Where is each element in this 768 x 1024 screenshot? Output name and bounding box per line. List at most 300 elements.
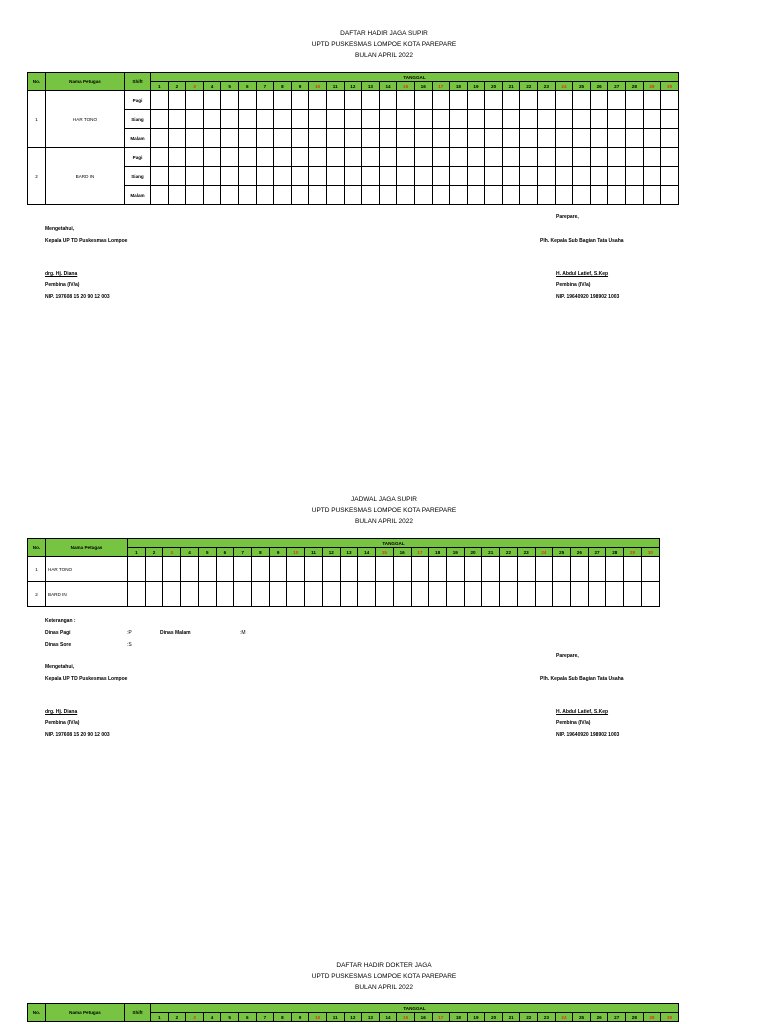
attendance-table-dokter bbox=[27, 1003, 679, 1022]
day-cell bbox=[362, 167, 380, 186]
day-cell bbox=[573, 91, 591, 110]
day-cell bbox=[414, 186, 432, 205]
day-number: 11 bbox=[326, 1013, 344, 1022]
day-cell bbox=[414, 91, 432, 110]
day-cell bbox=[256, 148, 274, 167]
day-cell bbox=[379, 167, 397, 186]
day-number: 20 bbox=[485, 1013, 503, 1022]
day-number: 25 bbox=[573, 82, 591, 91]
day-cell bbox=[379, 110, 397, 129]
day-cell bbox=[643, 186, 661, 205]
day-cell bbox=[414, 148, 432, 167]
day-cell bbox=[626, 186, 644, 205]
day-cell bbox=[538, 148, 556, 167]
day-cell bbox=[520, 186, 538, 205]
day-number: 17 bbox=[432, 82, 450, 91]
day-number: 23 bbox=[538, 82, 556, 91]
day-cell bbox=[467, 167, 485, 186]
day-cell bbox=[287, 582, 305, 607]
day-cell bbox=[432, 110, 450, 129]
day-number: 3 bbox=[163, 548, 181, 557]
day-number: 2 bbox=[145, 548, 163, 557]
schedule-table-supir bbox=[27, 538, 660, 607]
day-cell bbox=[198, 582, 216, 607]
table-row bbox=[28, 167, 679, 186]
day-cell bbox=[450, 129, 468, 148]
day-cell bbox=[128, 557, 146, 582]
day-number: 30 bbox=[641, 548, 659, 557]
day-cell bbox=[643, 167, 661, 186]
signature-right-role: Plh. Kepala Sub Bagian Tata Usaha bbox=[540, 676, 624, 682]
day-cell bbox=[535, 557, 553, 582]
day-cell bbox=[322, 557, 340, 582]
day-cell bbox=[467, 186, 485, 205]
day-cell bbox=[626, 148, 644, 167]
day-cell bbox=[467, 129, 485, 148]
day-cell bbox=[500, 582, 518, 607]
header-no: No. bbox=[28, 73, 46, 91]
signature-left-nip: NIP. 197608 15 20 90 12 003 bbox=[45, 732, 110, 738]
day-number: 23 bbox=[517, 548, 535, 557]
day-cell bbox=[411, 557, 429, 582]
day-cell bbox=[379, 186, 397, 205]
day-cell bbox=[362, 91, 380, 110]
title-line: BULAN APRIL 2022 bbox=[355, 52, 413, 59]
day-number: 5 bbox=[221, 82, 239, 91]
day-cell bbox=[485, 167, 503, 186]
day-cell bbox=[588, 582, 606, 607]
day-cell bbox=[573, 167, 591, 186]
day-cell bbox=[573, 148, 591, 167]
day-number: 9 bbox=[269, 548, 287, 557]
table-row bbox=[28, 582, 660, 607]
day-cell bbox=[379, 148, 397, 167]
day-cell bbox=[661, 129, 679, 148]
table-row bbox=[28, 129, 679, 148]
day-cell bbox=[538, 110, 556, 129]
day-number: 19 bbox=[467, 1013, 485, 1022]
day-cell bbox=[643, 129, 661, 148]
day-cell bbox=[464, 582, 482, 607]
day-cell bbox=[624, 582, 642, 607]
day-cell bbox=[450, 110, 468, 129]
day-cell bbox=[590, 110, 608, 129]
day-cell bbox=[309, 91, 327, 110]
day-number: 9 bbox=[291, 82, 309, 91]
day-cell bbox=[467, 91, 485, 110]
day-number: 13 bbox=[362, 82, 380, 91]
day-cell bbox=[397, 110, 415, 129]
title-line: BULAN APRIL 2022 bbox=[355, 518, 413, 525]
day-number: 19 bbox=[446, 548, 464, 557]
day-cell bbox=[467, 148, 485, 167]
day-cell bbox=[555, 167, 573, 186]
day-cell bbox=[145, 582, 163, 607]
day-number: 28 bbox=[626, 82, 644, 91]
signature-left-name: drg. Hj. Diana bbox=[45, 709, 78, 715]
day-cell bbox=[305, 582, 323, 607]
table-row bbox=[28, 186, 679, 205]
day-cell bbox=[376, 582, 394, 607]
day-cell bbox=[252, 557, 270, 582]
day-cell bbox=[221, 186, 239, 205]
day-cell bbox=[608, 186, 626, 205]
day-cell bbox=[234, 582, 252, 607]
day-cell bbox=[221, 91, 239, 110]
signature-right-name: H. Abdul Latief, S.Kep bbox=[556, 709, 609, 715]
day-cell bbox=[358, 582, 376, 607]
staff-no: 2 bbox=[28, 148, 46, 205]
day-cell bbox=[450, 167, 468, 186]
day-cell bbox=[502, 129, 520, 148]
day-cell bbox=[151, 186, 169, 205]
day-cell bbox=[168, 148, 186, 167]
day-cell bbox=[485, 110, 503, 129]
day-cell bbox=[467, 110, 485, 129]
day-number: 15 bbox=[397, 1013, 415, 1022]
day-cell bbox=[305, 557, 323, 582]
day-cell bbox=[432, 167, 450, 186]
day-number: 12 bbox=[344, 82, 362, 91]
day-cell bbox=[344, 167, 362, 186]
day-cell bbox=[450, 91, 468, 110]
day-cell bbox=[269, 557, 287, 582]
day-cell bbox=[269, 582, 287, 607]
day-cell bbox=[376, 557, 394, 582]
day-number: 10 bbox=[309, 1013, 327, 1022]
day-cell bbox=[482, 557, 500, 582]
signature-place: Parepare, bbox=[556, 653, 579, 659]
header-name: Nama Petugas bbox=[46, 1004, 125, 1022]
legend-code: :M bbox=[240, 630, 246, 636]
day-cell bbox=[287, 557, 305, 582]
day-cell bbox=[151, 148, 169, 167]
day-number: 27 bbox=[608, 82, 626, 91]
day-number: 24 bbox=[555, 1013, 573, 1022]
day-cell bbox=[309, 129, 327, 148]
header-shift: Shift bbox=[125, 73, 151, 91]
day-number: 26 bbox=[570, 548, 588, 557]
day-cell bbox=[168, 91, 186, 110]
day-number: 30 bbox=[661, 82, 679, 91]
day-cell bbox=[291, 186, 309, 205]
day-cell bbox=[590, 129, 608, 148]
staff-no: 1 bbox=[28, 557, 46, 582]
day-cell bbox=[238, 148, 256, 167]
signature-right-nip: NIP. 19640920 198902 1003 bbox=[556, 732, 620, 738]
day-number: 14 bbox=[379, 82, 397, 91]
day-cell bbox=[485, 129, 503, 148]
day-number: 10 bbox=[287, 548, 305, 557]
day-number: 22 bbox=[500, 548, 518, 557]
day-cell bbox=[573, 110, 591, 129]
day-number: 16 bbox=[414, 82, 432, 91]
day-cell bbox=[573, 129, 591, 148]
day-number: 13 bbox=[362, 1013, 380, 1022]
day-cell bbox=[274, 167, 292, 186]
staff-name: BARD IN bbox=[46, 582, 128, 607]
section-1-title bbox=[0, 28, 768, 61]
day-cell bbox=[502, 167, 520, 186]
day-number: 29 bbox=[643, 1013, 661, 1022]
day-cell bbox=[344, 148, 362, 167]
day-cell bbox=[256, 186, 274, 205]
day-cell bbox=[168, 110, 186, 129]
day-cell bbox=[520, 110, 538, 129]
day-cell bbox=[186, 167, 204, 186]
day-cell bbox=[344, 186, 362, 205]
day-cell bbox=[590, 186, 608, 205]
day-number: 8 bbox=[274, 82, 292, 91]
day-cell bbox=[163, 557, 181, 582]
day-cell bbox=[379, 91, 397, 110]
day-number: 28 bbox=[626, 1013, 644, 1022]
day-number: 25 bbox=[573, 1013, 591, 1022]
day-cell bbox=[252, 582, 270, 607]
table-row bbox=[28, 557, 660, 582]
day-cell bbox=[397, 148, 415, 167]
day-cell bbox=[432, 148, 450, 167]
day-cell bbox=[216, 557, 234, 582]
day-cell bbox=[344, 91, 362, 110]
day-number: 12 bbox=[344, 1013, 362, 1022]
day-cell bbox=[608, 129, 626, 148]
day-number: 21 bbox=[502, 1013, 520, 1022]
signature-left-role: Kepala UP TD Puskesmas Lompoe bbox=[45, 676, 128, 682]
day-cell bbox=[344, 110, 362, 129]
day-number: 2 bbox=[168, 1013, 186, 1022]
day-number: 5 bbox=[198, 548, 216, 557]
shift-label: Siang bbox=[125, 167, 151, 186]
day-number: 18 bbox=[450, 82, 468, 91]
day-cell bbox=[379, 129, 397, 148]
day-cell bbox=[661, 186, 679, 205]
day-cell bbox=[590, 148, 608, 167]
day-cell bbox=[203, 148, 221, 167]
day-cell bbox=[485, 148, 503, 167]
day-cell bbox=[238, 91, 256, 110]
day-cell bbox=[274, 148, 292, 167]
day-cell bbox=[203, 186, 221, 205]
day-cell bbox=[309, 148, 327, 167]
day-number: 15 bbox=[397, 82, 415, 91]
day-cell bbox=[661, 110, 679, 129]
day-cell bbox=[485, 186, 503, 205]
day-cell bbox=[362, 186, 380, 205]
day-number: 18 bbox=[450, 1013, 468, 1022]
day-cell bbox=[643, 148, 661, 167]
day-cell bbox=[274, 186, 292, 205]
day-cell bbox=[326, 186, 344, 205]
day-cell bbox=[553, 582, 571, 607]
day-number: 13 bbox=[340, 548, 358, 557]
day-cell bbox=[145, 557, 163, 582]
day-number: 7 bbox=[256, 82, 274, 91]
day-number: 28 bbox=[606, 548, 624, 557]
day-cell bbox=[256, 110, 274, 129]
legend-label: Dinas Sore bbox=[45, 642, 72, 648]
header-name: Nama Petugas bbox=[46, 73, 125, 91]
staff-no: 2 bbox=[28, 582, 46, 607]
day-cell bbox=[326, 148, 344, 167]
staff-name: BARD IN bbox=[46, 148, 125, 205]
day-number: 11 bbox=[305, 548, 323, 557]
shift-label: Pagi bbox=[125, 91, 151, 110]
day-cell bbox=[358, 557, 376, 582]
day-cell bbox=[198, 557, 216, 582]
day-cell bbox=[538, 129, 556, 148]
title-line: UPTD PUSKESMAS LOMPOE KOTA PAREPARE bbox=[311, 41, 457, 48]
day-cell bbox=[464, 557, 482, 582]
title-line: JADWAL JAGA SUPIR bbox=[351, 496, 417, 503]
day-cell bbox=[446, 582, 464, 607]
day-cell bbox=[397, 129, 415, 148]
day-cell bbox=[570, 582, 588, 607]
day-cell bbox=[608, 91, 626, 110]
header-row bbox=[28, 539, 660, 548]
day-number: 8 bbox=[274, 1013, 292, 1022]
day-cell bbox=[517, 582, 535, 607]
shift-label: Pagi bbox=[125, 148, 151, 167]
day-cell bbox=[309, 110, 327, 129]
signature-left-name: drg. Hj. Diana bbox=[45, 271, 78, 277]
day-number: 4 bbox=[203, 1013, 221, 1022]
legend-label: Dinas Malam bbox=[160, 630, 191, 636]
day-cell bbox=[502, 110, 520, 129]
day-cell bbox=[151, 167, 169, 186]
day-cell bbox=[322, 582, 340, 607]
day-cell bbox=[606, 582, 624, 607]
day-cell bbox=[553, 557, 571, 582]
staff-no: 1 bbox=[28, 91, 46, 148]
day-number: 6 bbox=[238, 1013, 256, 1022]
day-cell bbox=[291, 167, 309, 186]
day-cell bbox=[362, 129, 380, 148]
title-line: DAFTAR HADIR JAGA SUPIR bbox=[340, 30, 428, 37]
day-cell bbox=[221, 167, 239, 186]
day-cell bbox=[397, 167, 415, 186]
signature-left-heading: Mengetahui, bbox=[45, 226, 75, 232]
day-cell bbox=[520, 167, 538, 186]
day-cell bbox=[186, 148, 204, 167]
section-2-title bbox=[0, 494, 768, 527]
day-number: 7 bbox=[234, 548, 252, 557]
day-number: 1 bbox=[128, 548, 146, 557]
day-cell bbox=[555, 186, 573, 205]
day-cell bbox=[588, 557, 606, 582]
day-cell bbox=[362, 148, 380, 167]
header-tanggal: TANGGAL bbox=[151, 73, 679, 82]
day-cell bbox=[414, 167, 432, 186]
signature-right-name: H. Abdul Latief, S.Kep bbox=[556, 271, 609, 277]
day-cell bbox=[538, 91, 556, 110]
day-number: 3 bbox=[186, 1013, 204, 1022]
day-cell bbox=[181, 582, 199, 607]
header-row bbox=[28, 1004, 679, 1013]
day-cell bbox=[502, 148, 520, 167]
day-cell bbox=[168, 186, 186, 205]
day-number: 8 bbox=[252, 548, 270, 557]
day-cell bbox=[203, 91, 221, 110]
day-cell bbox=[238, 186, 256, 205]
signature-right-role: Plh. Kepala Sub Bagian Tata Usaha bbox=[540, 238, 624, 244]
day-cell bbox=[309, 167, 327, 186]
day-cell bbox=[291, 129, 309, 148]
day-cell bbox=[221, 110, 239, 129]
day-cell bbox=[344, 129, 362, 148]
day-number: 14 bbox=[379, 1013, 397, 1022]
header-no: No. bbox=[28, 1004, 46, 1022]
day-cell bbox=[186, 110, 204, 129]
day-number: 29 bbox=[643, 82, 661, 91]
day-cell bbox=[661, 167, 679, 186]
day-cell bbox=[326, 167, 344, 186]
day-cell bbox=[397, 186, 415, 205]
day-cell bbox=[520, 148, 538, 167]
day-cell bbox=[590, 167, 608, 186]
day-cell bbox=[446, 557, 464, 582]
day-number: 18 bbox=[429, 548, 447, 557]
day-cell bbox=[309, 186, 327, 205]
day-cell bbox=[151, 110, 169, 129]
day-cell bbox=[590, 91, 608, 110]
day-cell bbox=[520, 91, 538, 110]
day-cell bbox=[520, 129, 538, 148]
table-row bbox=[28, 110, 679, 129]
day-cell bbox=[643, 91, 661, 110]
day-cell bbox=[151, 129, 169, 148]
day-cell bbox=[661, 148, 679, 167]
title-line: UPTD PUSKESMAS LOMPOE KOTA PAREPARE bbox=[311, 507, 457, 514]
day-cell bbox=[414, 110, 432, 129]
day-number: 9 bbox=[291, 1013, 309, 1022]
day-number: 26 bbox=[590, 1013, 608, 1022]
day-cell bbox=[397, 91, 415, 110]
day-number: 16 bbox=[414, 1013, 432, 1022]
header-tanggal: TANGGAL bbox=[151, 1004, 679, 1013]
day-number: 26 bbox=[590, 82, 608, 91]
day-cell bbox=[221, 129, 239, 148]
table-row bbox=[28, 148, 679, 167]
shift-label: Siang bbox=[125, 110, 151, 129]
title-line: DAFTAR HADIR DOKTER JAGA bbox=[336, 962, 432, 969]
day-cell bbox=[432, 186, 450, 205]
day-cell bbox=[234, 557, 252, 582]
day-cell bbox=[626, 91, 644, 110]
day-cell bbox=[450, 148, 468, 167]
legend-label: Dinas Pagi bbox=[45, 630, 71, 636]
day-cell bbox=[181, 557, 199, 582]
day-cell bbox=[274, 110, 292, 129]
day-number: 27 bbox=[608, 1013, 626, 1022]
day-number: 27 bbox=[588, 548, 606, 557]
day-cell bbox=[362, 110, 380, 129]
day-cell bbox=[203, 110, 221, 129]
day-number: 21 bbox=[482, 548, 500, 557]
day-number: 21 bbox=[502, 82, 520, 91]
signature-left-rank: Pembina (IV/a) bbox=[45, 282, 80, 288]
day-number: 17 bbox=[432, 1013, 450, 1022]
day-number: 24 bbox=[535, 548, 553, 557]
day-number: 20 bbox=[464, 548, 482, 557]
day-number: 22 bbox=[520, 82, 538, 91]
day-cell bbox=[203, 129, 221, 148]
day-number: 5 bbox=[221, 1013, 239, 1022]
day-number: 25 bbox=[553, 548, 571, 557]
day-number: 7 bbox=[256, 1013, 274, 1022]
day-cell bbox=[414, 129, 432, 148]
day-number: 24 bbox=[555, 82, 573, 91]
